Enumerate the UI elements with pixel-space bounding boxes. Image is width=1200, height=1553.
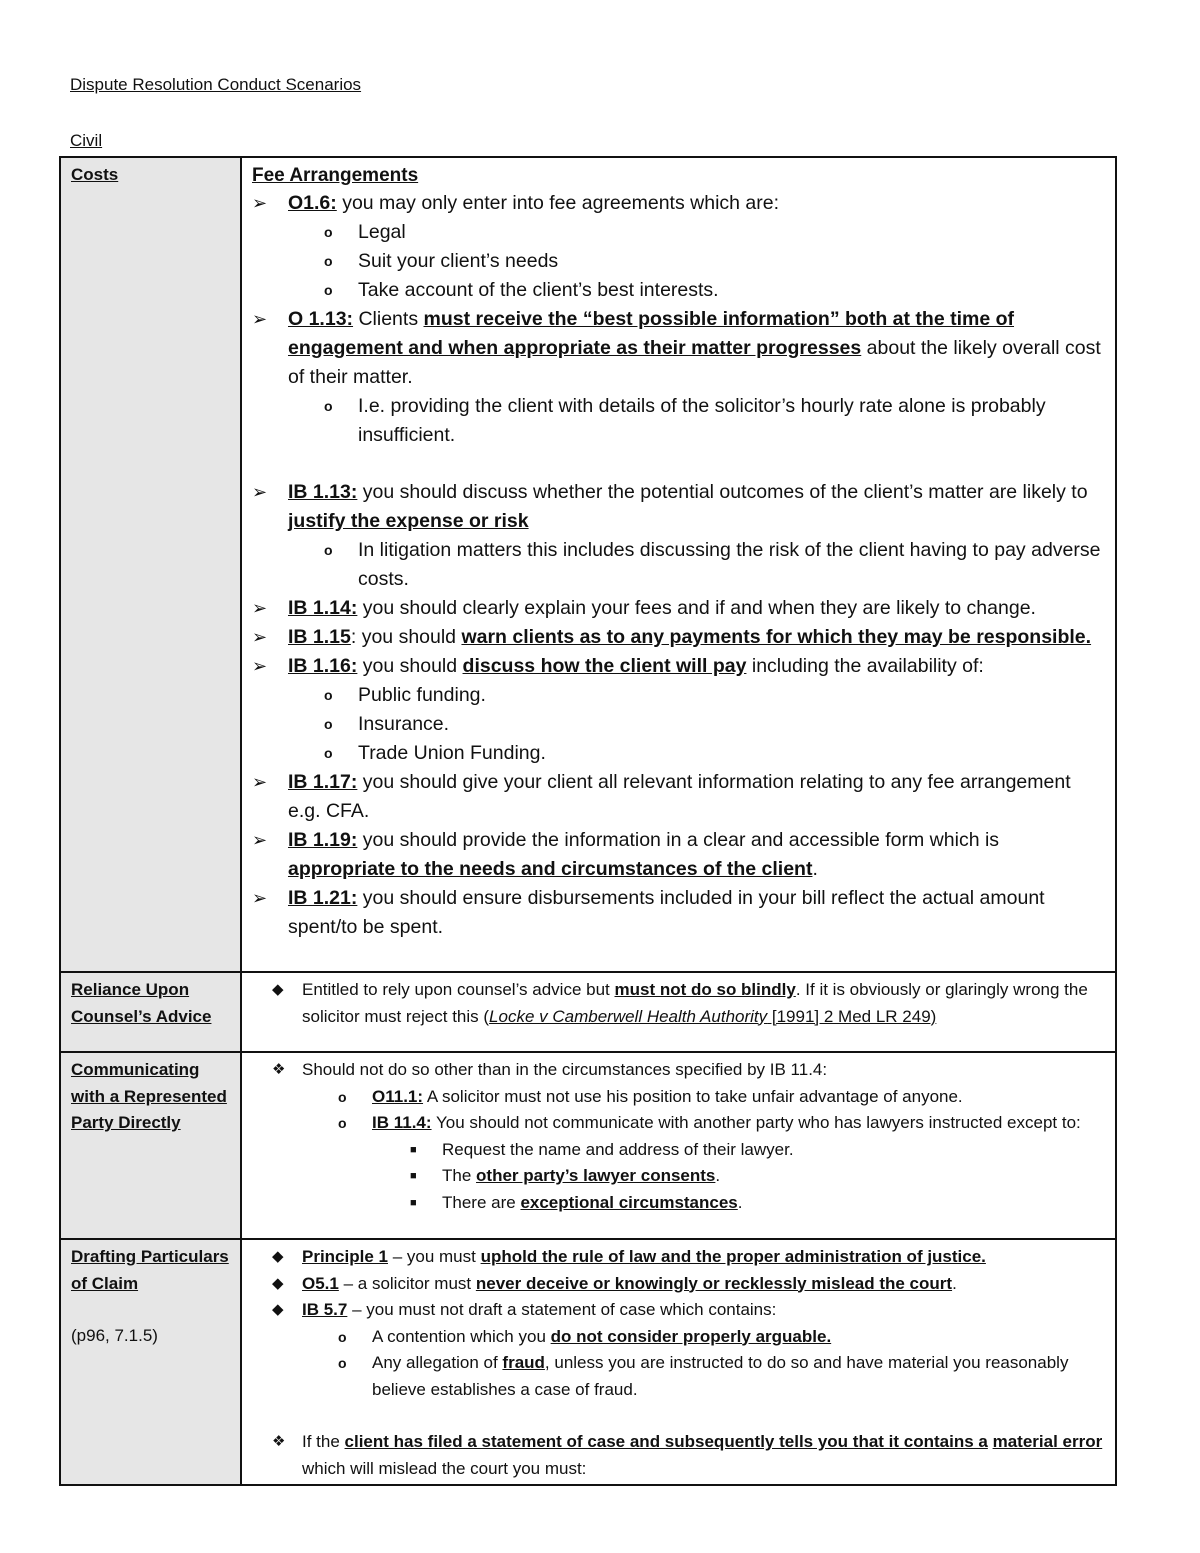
row-label-cell — [60, 972, 241, 1052]
outline-diamond-bullet-icon: ❖ — [272, 1061, 286, 1078]
row-content-cell — [241, 972, 1116, 1052]
row-label-cell — [60, 1239, 241, 1485]
list-item: o A contention which you do not consider properly arguable. — [252, 1324, 1107, 1351]
row-label-cell — [60, 157, 241, 972]
list-item: o Legal — [252, 218, 1107, 247]
list-item: ➢ IB 1.16: you should discuss how the client will pay including the availability of: — [252, 652, 1107, 681]
list-item: ◆ Principle 1 – you must uphold the rule of law and the proper administration of justice. — [252, 1244, 1107, 1271]
arrow-bullet-icon: ➢ — [252, 888, 268, 908]
circle-bullet-icon: o — [324, 282, 333, 298]
square-bullet-icon: ■ — [410, 1170, 417, 1182]
diamond-bullet-icon: ◆ — [272, 1248, 284, 1265]
list-item: o Public funding. — [252, 681, 1107, 710]
list-item: ➢ IB 1.13: you should discuss whether the potential outcomes of the client’s matter are likely to justify the expense or risk — [252, 478, 1107, 536]
list-item: ➢ IB 1.21: you should ensure disbursements included in your bill reflect the actual amount spent/to be spent. — [252, 884, 1107, 942]
list-item: ■ Request the name and address of their lawyer. — [252, 1137, 1107, 1164]
row-label-costs: Costs — [71, 165, 119, 184]
section-title: Civil — [70, 131, 103, 150]
circle-bullet-icon: o — [338, 1328, 347, 1345]
table-row — [60, 157, 1116, 972]
row-content-cell — [241, 1052, 1116, 1239]
circle-bullet-icon: o — [324, 542, 333, 558]
list-item: ◆ IB 5.7 – you must not draft a statement of case which contains: — [252, 1297, 1107, 1324]
list-item: ➢ IB 1.19: you should provide the information in a clear and accessible form which is appropriate to the needs and circumstances of the client. — [252, 826, 1107, 884]
arrow-bullet-icon: ➢ — [252, 830, 268, 850]
outline-diamond-bullet-icon: ❖ — [272, 1433, 286, 1450]
table-row — [60, 972, 1116, 1052]
row-label-communicating: Communicating with a Represented Party Directly — [71, 1060, 227, 1132]
arrow-bullet-icon: ➢ — [252, 772, 268, 792]
diamond-bullet-icon: ◆ — [272, 981, 284, 998]
arrow-bullet-icon: ➢ — [252, 309, 268, 329]
list-item: ■ The other party’s lawyer consents. — [252, 1163, 1107, 1190]
list-item: o Take account of the client’s best interests. — [252, 276, 1107, 305]
arrow-bullet-icon: ➢ — [252, 627, 268, 647]
row-label-reliance: Reliance Upon Counsel’s Advice — [71, 980, 212, 1026]
circle-bullet-icon: o — [338, 1088, 347, 1105]
list-item: o Insurance. — [252, 710, 1107, 739]
row-content-cell — [241, 1239, 1116, 1485]
list-item: ➢ IB 1.15: you should warn clients as to any payments for which they may be responsible. — [252, 623, 1107, 652]
arrow-bullet-icon: ➢ — [252, 656, 268, 676]
table-row — [60, 1239, 1116, 1485]
arrow-bullet-icon: ➢ — [252, 598, 268, 618]
arrow-bullet-icon: ➢ — [252, 482, 268, 502]
document-title: Dispute Resolution Conduct Scenarios — [70, 75, 362, 94]
square-bullet-icon: ■ — [410, 1143, 417, 1156]
list-item: o I.e. providing the client with details of the solicitor’s hourly rate alone is probably insufficient. — [252, 392, 1107, 450]
list-item: ❖ If the client has filed a statement of case and subsequently tells you that it contains a material error which will mislead the court you must: — [252, 1429, 1107, 1482]
circle-bullet-icon: o — [324, 716, 333, 732]
circle-bullet-icon: o — [338, 1115, 347, 1131]
list-item: ➢ IB 1.14: you should clearly explain your fees and if and when they are likely to change. — [252, 594, 1107, 623]
diamond-bullet-icon: ◆ — [272, 1274, 284, 1292]
list-item: o IB 11.4: You should not communicate with another party who has lawyers instructed except to: — [252, 1110, 1107, 1137]
list-item: ❖ Should not do so other than in the circumstances specified by IB 11.4: — [252, 1057, 1107, 1084]
row-content-cell — [241, 157, 1116, 972]
row-label-cell — [60, 1052, 241, 1239]
square-bullet-icon: ■ — [410, 1196, 417, 1209]
list-item: o O11.1: A solicitor must not use his position to take unfair advantage of anyone. — [252, 1084, 1107, 1111]
list-item: ■ There are exceptional circumstances. — [252, 1190, 1107, 1217]
diamond-bullet-icon: ◆ — [272, 1301, 284, 1318]
circle-bullet-icon: o — [324, 398, 333, 414]
list-item: o In litigation matters this includes discussing the risk of the client having to pay adverse costs. — [252, 536, 1107, 594]
list-item: ➢ O 1.13: Clients must receive the “best possible information” both at the time of engagement and when appropriate as their matter progresses about the likely overall cost of their matter. — [252, 305, 1107, 392]
arrow-bullet-icon: ➢ — [252, 193, 268, 213]
list-item: o Any allegation of fraud, unless you are instructed to do so and have material you reasonably believe establishes a case of fraud. — [252, 1350, 1107, 1403]
circle-bullet-icon: o — [324, 224, 333, 240]
page-reference: (p96, 7.1.5) — [71, 1326, 158, 1345]
list-item: ◆ O5.1 – a solicitor must never deceive or knowingly or recklessly mislead the court. — [252, 1271, 1107, 1298]
row-label-drafting: Drafting Particulars of Claim — [71, 1247, 229, 1293]
circle-bullet-icon: o — [324, 745, 333, 761]
circle-bullet-icon: o — [324, 687, 333, 703]
list-item: ◆ Entitled to rely upon counsel’s advice but must not do so blindly. If it is obviously or glaringly wrong the solicitor must reject this (Locke v Camberwell Health Authority [1991] 2 Med LR 249) — [252, 977, 1107, 1030]
case-citation: Locke v Camberwell Health Authority — [489, 1006, 768, 1026]
table-row — [60, 1052, 1116, 1239]
list-item: ➢ O1.6: you may only enter into fee agreements which are: — [252, 189, 1107, 218]
list-item: ➢ IB 1.17: you should give your client all relevant information relating to any fee arrangement e.g. CFA. — [252, 768, 1107, 826]
circle-bullet-icon: o — [338, 1355, 347, 1371]
conduct-table — [59, 156, 1117, 1486]
list-item: o Trade Union Funding. — [252, 739, 1107, 768]
list-item: o Suit your client’s needs — [252, 247, 1107, 276]
heading-fee-arrangements: Fee Arrangements — [252, 165, 419, 186]
circle-bullet-icon: o — [324, 253, 333, 269]
